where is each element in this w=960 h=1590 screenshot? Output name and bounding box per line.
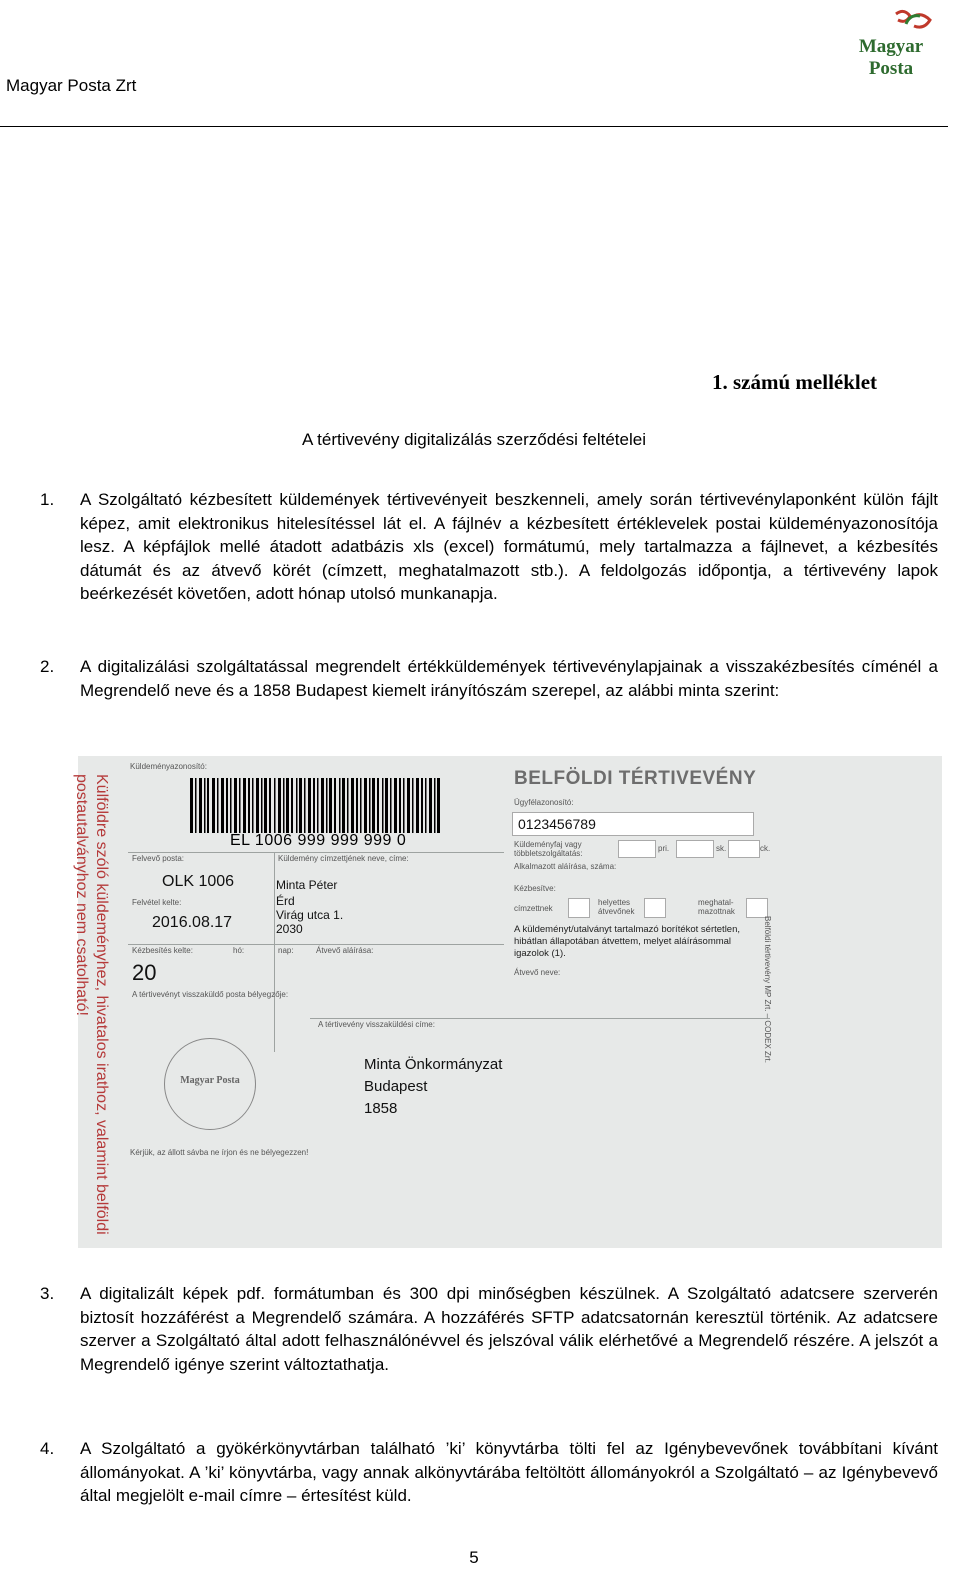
form-code: Belföldi tértivevény MP Zrt. – CODEX Zrt. bbox=[763, 916, 772, 1064]
label-month: hó: bbox=[233, 946, 245, 955]
divider bbox=[310, 1018, 770, 1019]
return-city: Budapest bbox=[364, 1078, 428, 1095]
label-day: nap: bbox=[278, 946, 294, 955]
label-posting-date: Felvétel kelte: bbox=[132, 898, 182, 907]
delivery-day: 20 bbox=[132, 960, 157, 985]
posting-date: 2016.08.17 bbox=[152, 914, 233, 931]
option-sk: sk. bbox=[716, 844, 727, 853]
label-authorized: meghatal- mazottnak bbox=[698, 898, 735, 916]
stamp-logo-text: Magyar Posta bbox=[180, 1075, 240, 1086]
addressee-checkbox bbox=[568, 898, 590, 918]
label-delivered: Kézbesítve: bbox=[514, 884, 556, 893]
return-name: Minta Önkormányzat bbox=[364, 1056, 503, 1073]
barcode-number: EL 1006 999 999 999 0 bbox=[230, 832, 407, 849]
label-addressee: címzettnek bbox=[514, 904, 553, 913]
label-recipient: Küldemény címzettjének neve, címe: bbox=[278, 854, 409, 863]
label-client-id: Ügyfélazonosító: bbox=[514, 798, 574, 807]
prio-box bbox=[728, 840, 760, 858]
prio-box bbox=[618, 840, 656, 858]
side-warning bbox=[73, 774, 124, 1235]
return-zip: 1858 bbox=[364, 1100, 398, 1117]
label-receiver-signature: Átvevő aláírása: bbox=[316, 946, 374, 955]
prio-box bbox=[676, 840, 714, 858]
clause-text: A Szolgáltató a gyökérkönyvtárban található ’ki’ könyvtárba tölti fel az Igénybevevőnek továbbítani kívánt állományokat. A ’ki’ könyvtárba, vagy annak alkönyvtárába feltöltött állományokról a Szolgáltató – az Igénybevevő által megjelölt e-mail címre – értesítést küld. bbox=[80, 1439, 938, 1505]
clause-text: A digitalizált képek pdf. formátumban és 300 dpi minőségben készülnek. A Szolgáltató adatcsere szerverén biztosít hozzáférést a Megrendelő számára. A hozzáférés SFTP adatcsatornán keresztül történik. Az adatcsere szerver a Szolgáltató által adott felhasználónévvel és jelszóval válik elérhetővé a Megrendelő részére. A jelszót a Megrendelő igénye szerint változtathatja. bbox=[80, 1284, 938, 1374]
annex-title: 1. számú melléklet bbox=[712, 370, 878, 394]
label-return-stamp: A tértivevényt visszaküldő posta bélyegzője: bbox=[132, 990, 289, 999]
clause-number: 3. bbox=[40, 1284, 55, 1303]
magyar-posta-logo bbox=[836, 6, 946, 79]
posting-office: OLK 1006 bbox=[162, 873, 235, 890]
label-return-address: A tértivevény visszaküldési címe: bbox=[318, 1020, 435, 1029]
clause-3 bbox=[40, 1282, 938, 1376]
side-warning-text-2: postautalványhoz nem csatolható! bbox=[73, 774, 90, 1016]
label-substitute: helyettes átvevőnek bbox=[598, 898, 635, 916]
clause-number: 4. bbox=[40, 1439, 55, 1458]
divider bbox=[128, 944, 504, 945]
clause-1 bbox=[40, 488, 938, 606]
label-signature: Alkalmazott aláírása, száma: bbox=[514, 862, 617, 871]
clause-number: 2. bbox=[40, 657, 55, 676]
divider bbox=[274, 852, 275, 1052]
option-pri: pri. bbox=[658, 844, 670, 853]
side-warning-text-1: Külföldre szóló küldeményhez, hivatalos irathoz, valamint belföldi bbox=[93, 774, 110, 1235]
clause-4 bbox=[40, 1437, 938, 1508]
authorized-checkbox bbox=[746, 898, 768, 918]
posthorn-icon bbox=[836, 6, 946, 40]
recipient-name: Minta Péter bbox=[276, 878, 338, 892]
label-receiver-name: Átvevő neve: bbox=[514, 968, 561, 977]
option-ck: ck. bbox=[760, 844, 771, 853]
label-type: Küldeményfaj vagy többletszolgáltatás: bbox=[514, 840, 583, 858]
substitute-checkbox bbox=[644, 898, 666, 918]
label-consignment-id: Küldeményazonosító: bbox=[130, 762, 207, 771]
recipient-city: Érd bbox=[276, 894, 295, 908]
footer-note: Kérjük, az állott sávba ne írjon és ne bélyegezzen! bbox=[130, 1148, 309, 1157]
divider bbox=[128, 852, 504, 853]
declaration-text: A küldeményt/utalványt tartalmazó borítékot sértetlen, hibátlan állapotában átvettem, melyet aláírásommal igazolok (1). bbox=[514, 924, 741, 959]
clause-text: A Szolgáltató kézbesített küldemények tértivevényeit beszkenneli, amely során tértivevénylaponként külön fájlt képez, amit elektronikus hitelesítéssel lát el. A fájlnév a kézbesített értéklevelek postai küldeményazonosítója lesz. A képfájlok mellé átadott adatbázis xls (excel) formátumú, mely tartalmazza a fájlnevet, a kézbesítés dátumát és az átvevő körét (címzett, meghatalmazott stb.). A feldolgozás időpontja, a tértivevény lapok beérkezését követően, adott hónap utolsó munkanapja. bbox=[80, 490, 938, 603]
company-name: Magyar Posta Zrt bbox=[6, 76, 137, 95]
label-posting-office: Felvevő posta: bbox=[132, 854, 185, 863]
page-number: 5 bbox=[469, 1548, 479, 1567]
logo-text: Magyar Posta bbox=[858, 36, 924, 79]
recipient-street: Virág utca 1. bbox=[276, 908, 344, 922]
client-id: 0123456789 bbox=[518, 816, 596, 832]
header-rule bbox=[0, 126, 948, 127]
postmark-circle bbox=[164, 1038, 256, 1130]
label-delivery-date: Kézbesítés kelte: bbox=[132, 946, 193, 955]
barcode bbox=[190, 778, 440, 838]
clause-2 bbox=[40, 655, 938, 702]
form-title: BELFÖLDI TÉRTIVEVÉNY bbox=[514, 768, 757, 789]
recipient-zip: 2030 bbox=[276, 922, 303, 936]
clause-text: A digitalizálási szolgáltatással megrendelt értékküldemények tértivevénylapjainak a visszakézbesítés címénél a Megrendelő neve és a 1858 Budapest kiemelt irányítószám szerepel, az alábbi minta szerint: bbox=[80, 657, 938, 700]
document-subtitle: A tértivevény digitalizálás szerződési feltételei bbox=[302, 430, 646, 449]
sample-return-receipt bbox=[73, 756, 942, 1248]
clause-number: 1. bbox=[40, 490, 55, 509]
